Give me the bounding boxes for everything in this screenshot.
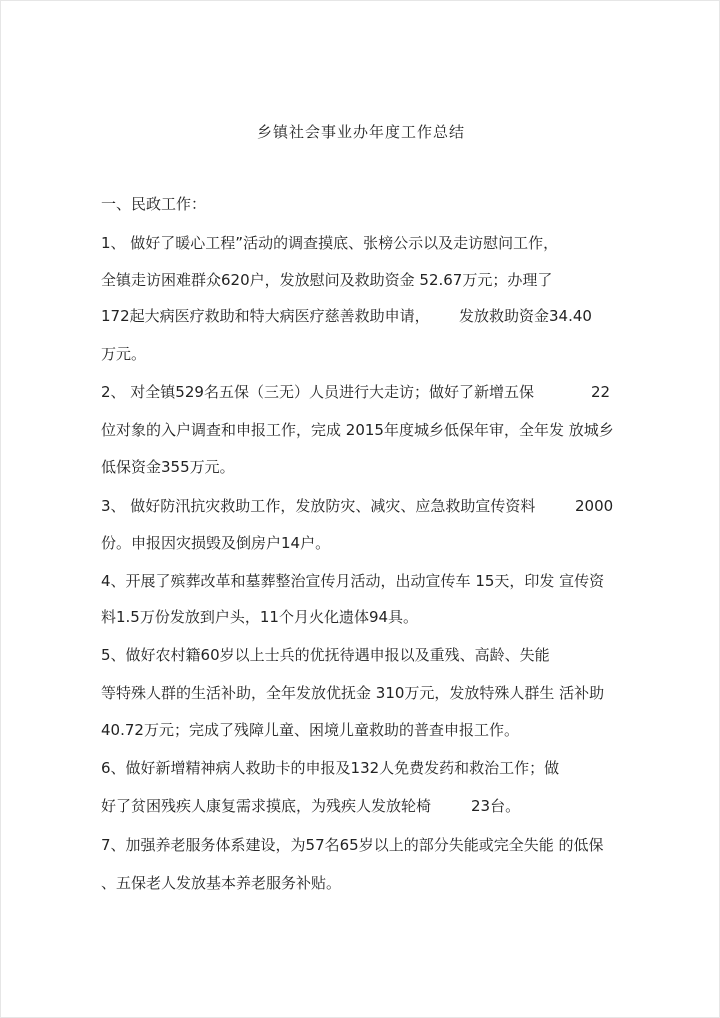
paragraph-line: 40.72万元；完成了残障儿童、困境儿童救助的普查申报工作。 [101,721,519,739]
paragraph-line: 等特殊人群的生活补助，全年发放优抚金 310万元，发放特殊人群生 活补助 [101,684,605,702]
line-segment: 23台。 [471,797,521,815]
paragraph-line: 低保资金355万元。 [101,458,235,476]
paragraph-line: 4、开展了殡葬改革和墓葬整治宣传月活动，出动宣传车 15天，印发 宣传资 [101,572,605,590]
paragraph-line [101,382,611,402]
document-title: 乡镇社会事业办年度工作总结 [256,123,465,141]
paragraph-line [101,306,592,326]
paragraph-line: 份。申报因灾损毁及倒房户14户。 [101,534,331,552]
paragraph-line: 万元。 [101,345,147,363]
paragraph-line: 7、加强养老服务体系建设，为57名65岁以上的部分失能或完全失能 的低保 [101,836,604,854]
line-segment: 2、 对全镇529名五保（三无）人员进行大走访；做好了新增五保 [101,383,534,401]
paragraph-line: 料1.5万份发放到户头，11个月火化遗体94具。 [101,608,419,626]
line-segment: 发放救助资金34.40 [459,307,592,325]
line-segment: 好了贫困残疾人康复需求摸底，为残疾人发放轮椅 [101,797,432,815]
line-segment: 2000 [575,497,614,515]
paragraph-line: 位对象的入户调查和申报工作，完成 2015年度城乡低保年审，全年发 放城乡 [101,421,614,439]
line-segment: 3、 做好防汛抗灾救助工作，发放防灾、减灾、应急救助宣传资料 [101,497,536,515]
section-heading: 一、民政工作： [101,195,207,213]
paragraph-line [101,796,521,816]
paragraph-line [101,496,614,516]
paragraph-line: 1、 做好了暖心工程”活动的调查摸底、张榜公示以及走访慰问工作， [101,234,559,252]
paragraph-line: 5、做好农村籍60岁以上士兵的优抚待遇申报以及重残、高龄、失能 [101,646,550,664]
paragraph-line: 6、做好新增精神病人救助卡的申报及132人免费发药和救治工作；做 [101,759,560,777]
line-segment: 172起大病医疗救助和特大病医疗慈善救助申请， [101,307,430,325]
line-segment: 22 [591,383,611,401]
paragraph-line: 、五保老人发放基本养老服务补贴。 [101,874,342,892]
paragraph-line: 全镇走访困难群众620户，发放慰问及救助资金 52.67万元；办理了 [101,271,553,289]
